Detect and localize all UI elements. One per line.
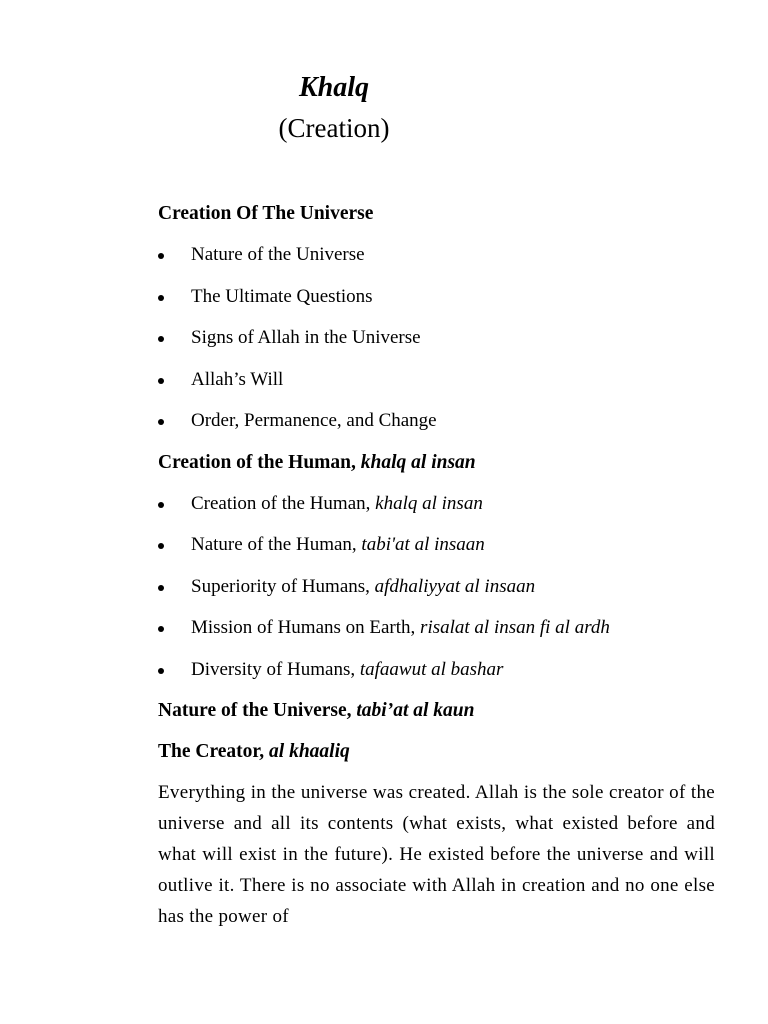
list-item (158, 322, 715, 354)
list-item (158, 571, 715, 603)
list-item (158, 405, 715, 437)
page-title: Khalq (298, 72, 370, 103)
list-item-text: Nature of the Universe (191, 244, 365, 265)
list-item-text: Signs of Allah in the Universe (191, 327, 421, 348)
bullet-icon (158, 419, 164, 425)
list-item-text: Order, Permanence, and Change (191, 410, 437, 431)
list-item-term: khalq al insan (375, 492, 483, 514)
document-body (158, 198, 715, 932)
section-heading-term: khalq al insan (360, 451, 476, 473)
bullet-icon (158, 502, 164, 508)
page-subtitle: (Creation) (278, 113, 390, 143)
bullet-icon (158, 253, 164, 259)
list-item-text: Creation of the Human, (191, 492, 376, 514)
list-item-text: Diversity of Humans, (191, 658, 360, 680)
section-heading-human (158, 447, 715, 479)
page-title-block (104, 70, 564, 150)
bullet-list-human (158, 488, 715, 686)
section-heading-universe (158, 198, 715, 230)
bullet-list-universe (158, 239, 715, 437)
list-item (158, 654, 715, 686)
list-item-text: The Ultimate Questions (191, 285, 373, 307)
list-item (158, 488, 715, 520)
list-item (158, 239, 715, 271)
list-item (158, 529, 715, 561)
list-item-term: afdhaliyyat al insaan (374, 575, 536, 597)
list-item-term: tafaawut al bashar (359, 658, 504, 680)
list-item-text: Allah’s Will (191, 368, 284, 390)
section-heading-nature (158, 695, 715, 727)
list-item (158, 281, 715, 313)
bullet-icon (158, 668, 164, 674)
section-heading-text: The Creator, (158, 741, 270, 762)
bullet-icon (158, 626, 164, 632)
bullet-icon (158, 378, 164, 384)
list-item (158, 612, 715, 644)
list-item (158, 364, 715, 396)
list-item-text: Nature of the Human, (191, 534, 362, 555)
list-item-term: risalat al insan fi al ardh (420, 617, 610, 638)
bullet-icon (158, 543, 164, 549)
section-heading-text: Nature of the Universe, (158, 700, 357, 721)
list-item-term: tabi'at al insaan (361, 534, 485, 555)
section-heading-text: Creation of the Human, (158, 451, 361, 473)
bullet-icon (158, 295, 164, 301)
section-heading-text: Creation Of The Universe (158, 203, 374, 224)
list-item-text: Superiority of Humans, (191, 575, 375, 597)
section-heading-term: tabi’at al kaun (356, 700, 475, 721)
body-paragraph: Everything in the universe was created. Allah is the sole creator of the universe and all its contents (what exists, what existed before and what will exist in the future). He existed before the universe and will outlive it. There is no associate with Allah in creation and no one else has the power of (158, 782, 715, 927)
section-heading-term: al khaaliq (269, 741, 350, 762)
bullet-icon (158, 585, 164, 591)
list-item-text: Mission of Humans on Earth, (191, 617, 421, 638)
bullet-icon (158, 336, 164, 342)
section-heading-creator (158, 736, 715, 768)
